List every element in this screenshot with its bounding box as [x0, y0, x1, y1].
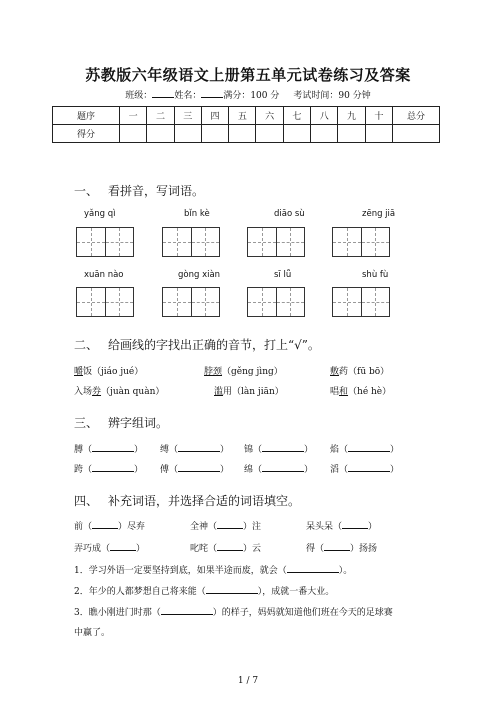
- word-building-item[interactable]: 膊（ ）: [74, 442, 143, 455]
- table-cell: 得分: [53, 125, 120, 143]
- table-cell: 七: [283, 107, 310, 125]
- table-cell: 九: [338, 107, 365, 125]
- pronunciation-item[interactable]: 滥用（làn jiān）: [214, 387, 284, 397]
- score-label: 满分：100 分: [223, 91, 280, 101]
- score-entry-cell[interactable]: [120, 125, 147, 143]
- table-cell: 八: [311, 107, 338, 125]
- character-writing-box[interactable]: [162, 287, 220, 317]
- table-cell: 总分: [393, 107, 440, 125]
- score-table: [52, 106, 440, 143]
- section-4-heading: 四、 补充词语，并选择合适的词语填空。: [74, 494, 301, 508]
- word-building-item[interactable]: 滔（ ）: [330, 462, 399, 475]
- score-entry-cell[interactable]: [201, 125, 228, 143]
- word-building-item[interactable]: 跨（ ）: [74, 462, 143, 475]
- word-building-item[interactable]: 焰（ ）: [330, 442, 399, 455]
- score-entry-cell[interactable]: [283, 125, 310, 143]
- section-1-heading: 一、 看拼音，写词语。: [74, 184, 205, 198]
- table-cell: 二: [147, 107, 174, 125]
- idiom-blank-item[interactable]: 弄巧成（ ）: [74, 541, 145, 554]
- fill-in-sentence[interactable]: 1．学习外语一定要坚持到底，如果半途而废，就会（ ）。: [74, 563, 352, 576]
- fill-in-sentence-continued: 中赢了。: [74, 628, 111, 638]
- section-3-heading: 三、 辨字组词。: [74, 416, 169, 430]
- idiom-blank-item[interactable]: 前（ ）尽弃: [74, 519, 145, 532]
- idiom-blank-item[interactable]: 得（ ）扬扬: [306, 541, 377, 554]
- word-building-item[interactable]: 缚（ ）: [160, 442, 229, 455]
- time-label: 考试时间：90 分钟: [293, 91, 371, 101]
- character-writing-box[interactable]: [76, 227, 134, 257]
- pinyin-label: yǎng qì: [84, 209, 116, 219]
- pronunciation-item[interactable]: 敷药（fū bō）: [330, 367, 390, 377]
- character-writing-box[interactable]: [247, 287, 305, 317]
- fill-in-sentence[interactable]: 2．年少的人都梦想自己将来能（ ），成就一番大业。: [74, 584, 334, 597]
- pinyin-label: sī lǚ: [274, 270, 292, 280]
- pronunciation-item[interactable]: 嚼饭（jiáo jué）: [74, 367, 144, 377]
- character-writing-box[interactable]: [332, 287, 390, 317]
- pinyin-label: zēng jiā: [362, 209, 396, 219]
- idiom-blank-item[interactable]: 叱咤（ ）云: [190, 541, 261, 554]
- score-table-header-row: [53, 107, 440, 125]
- word-building-item[interactable]: 傅（ ）: [160, 462, 229, 475]
- pronunciation-item[interactable]: 入场券（juàn quàn）: [74, 387, 165, 397]
- section-2-heading: 二、 给画线的字找出正确的音节，打上“√”。: [74, 338, 320, 352]
- table-cell: 题序: [53, 107, 120, 125]
- class-blank: [152, 88, 174, 98]
- page-title: 苏教版六年级语文上册第五单元试卷练习及答案: [85, 66, 411, 84]
- score-entry-cell[interactable]: [256, 125, 283, 143]
- word-building-item[interactable]: 绵（ ）: [244, 462, 313, 475]
- exam-info: [0, 88, 496, 101]
- character-writing-box[interactable]: [332, 227, 390, 257]
- word-building-item[interactable]: 锦（ ）: [244, 442, 313, 455]
- table-cell: 六: [256, 107, 283, 125]
- score-entry-cell[interactable]: [174, 125, 201, 143]
- pronunciation-item[interactable]: 唱和（hé hè）: [330, 387, 392, 397]
- table-cell: 十: [365, 107, 392, 125]
- character-writing-box[interactable]: [162, 227, 220, 257]
- name-blank: [201, 88, 223, 98]
- score-entry-cell[interactable]: [338, 125, 365, 143]
- pinyin-label: diāo sù: [274, 209, 305, 219]
- score-entry-cell[interactable]: [365, 125, 392, 143]
- character-writing-box[interactable]: [76, 287, 134, 317]
- score-table-score-row: [53, 125, 440, 143]
- table-cell: 四: [201, 107, 228, 125]
- table-cell: 一: [120, 107, 147, 125]
- table-cell: 三: [174, 107, 201, 125]
- score-entry-cell[interactable]: [311, 125, 338, 143]
- pronunciation-item[interactable]: 脖颈（gěng jìng）: [204, 367, 283, 377]
- pinyin-label: xuān nào: [84, 270, 124, 280]
- character-writing-box[interactable]: [247, 227, 305, 257]
- idiom-blank-item[interactable]: 全神（ ）注: [190, 519, 261, 532]
- name-label: 姓名：: [174, 91, 202, 101]
- pinyin-label: gòng xiàn: [178, 270, 221, 280]
- score-entry-cell[interactable]: [393, 125, 440, 143]
- pinyin-label: shù fù: [362, 270, 389, 280]
- table-cell: 五: [229, 107, 256, 125]
- page-number: 1 / 7: [237, 676, 259, 686]
- pinyin-label: bǐn kè: [184, 209, 210, 219]
- score-entry-cell[interactable]: [147, 125, 174, 143]
- class-label: 班级：: [125, 91, 153, 101]
- fill-in-sentence[interactable]: 3．瞧小刚进门时那（ ）的样子，妈妈就知道他们班在今天的足球赛: [74, 605, 393, 618]
- score-entry-cell[interactable]: [229, 125, 256, 143]
- idiom-blank-item[interactable]: 呆头呆（ ）: [306, 519, 377, 532]
